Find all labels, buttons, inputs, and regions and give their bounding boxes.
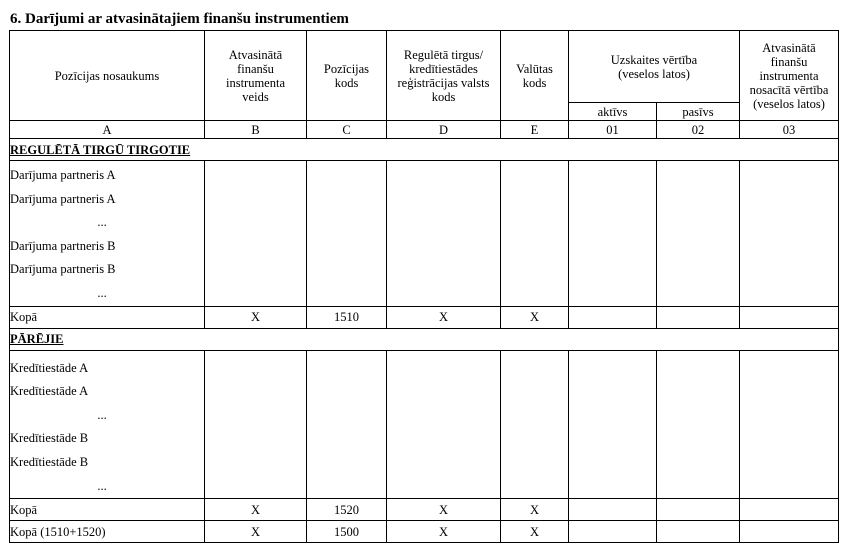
cell-empty[interactable] xyxy=(387,161,501,307)
row-label: Darījuma partneris A xyxy=(10,191,116,206)
subtotal-row xyxy=(10,306,839,328)
cell-empty[interactable] xyxy=(740,499,839,521)
section-title: PĀRĒJIE xyxy=(10,328,839,350)
total-mark: X xyxy=(205,521,307,543)
header-registration-country: Regulētā tirgus/ kredītiestādes reģistrācijas valsts kods xyxy=(387,31,501,121)
column-letter: B xyxy=(205,121,307,139)
page-title: 6. Darījumi ar atvasinātajiem finanšu instrumentiem xyxy=(10,11,349,27)
cell-empty[interactable] xyxy=(307,161,387,307)
total-mark: X xyxy=(501,521,569,543)
total-mark: X xyxy=(387,306,501,328)
total-label: Kopā xyxy=(10,306,205,328)
cell-empty[interactable] xyxy=(657,350,740,499)
subtotal-row xyxy=(10,499,839,521)
cell-empty[interactable] xyxy=(740,521,839,543)
row-label: Darījuma partneris B xyxy=(10,262,116,277)
row-label: Darījuma partneris A xyxy=(10,168,116,182)
cell-empty[interactable] xyxy=(657,306,740,328)
total-mark: X xyxy=(501,306,569,328)
row-label: Kredītiestāde A xyxy=(10,360,89,375)
section-rows xyxy=(10,161,205,307)
cell-empty[interactable] xyxy=(569,350,657,499)
row-ellipsis: ... xyxy=(97,478,107,493)
column-letter: D xyxy=(387,121,501,139)
cell-empty[interactable] xyxy=(740,350,839,499)
column-letter: C xyxy=(307,121,387,139)
section-rows xyxy=(10,350,205,499)
column-letter: A xyxy=(10,121,205,139)
cell-empty[interactable] xyxy=(569,161,657,307)
cell-empty[interactable] xyxy=(740,161,839,307)
header-position-name: Pozīcijas nosaukums xyxy=(10,31,205,121)
total-code: 1510 xyxy=(307,306,387,328)
column-letter: 03 xyxy=(740,121,839,139)
row-label: Kredītiestāde B xyxy=(10,454,89,469)
total-code: 1500 xyxy=(307,521,387,543)
total-mark: X xyxy=(387,521,501,543)
column-letter: E xyxy=(501,121,569,139)
cell-empty[interactable] xyxy=(205,350,307,499)
row-ellipsis: ... xyxy=(97,215,107,230)
cell-empty[interactable] xyxy=(657,161,740,307)
total-mark: X xyxy=(205,306,307,328)
row-label: Kredītiestāde A xyxy=(10,384,89,399)
total-label: Kopā xyxy=(10,499,205,521)
header-position-code: Pozīcijas kods xyxy=(307,31,387,121)
cell-empty[interactable] xyxy=(657,499,740,521)
header-book-value: Uzskaites vērtība (veselos latos) xyxy=(569,31,740,103)
column-letter: 01 xyxy=(569,121,657,139)
cell-empty[interactable] xyxy=(569,499,657,521)
cell-empty[interactable] xyxy=(205,161,307,307)
derivatives-table xyxy=(9,30,839,543)
total-mark: X xyxy=(387,499,501,521)
total-code: 1520 xyxy=(307,499,387,521)
cell-empty[interactable] xyxy=(657,521,740,543)
row-label: Kredītiestāde B xyxy=(10,431,89,446)
cell-empty[interactable] xyxy=(740,306,839,328)
grand-total-label: Kopā (1510+1520) xyxy=(10,521,205,543)
header-notional-value: Atvasinātā finanšu instrumenta nosacītā vērtība (veselos latos) xyxy=(740,31,839,121)
row-label: Darījuma partneris B xyxy=(10,238,116,253)
section-title: REGULĒTĀ TIRGŪ TIRGOTIE xyxy=(10,139,839,161)
cell-empty[interactable] xyxy=(569,521,657,543)
header-liabilities: pasīvs xyxy=(657,103,740,121)
cell-empty[interactable] xyxy=(569,306,657,328)
header-currency-code: Valūtas kods xyxy=(501,31,569,121)
total-mark: X xyxy=(501,499,569,521)
cell-empty[interactable] xyxy=(501,350,569,499)
grand-total-row xyxy=(10,521,839,543)
column-letter-row xyxy=(10,121,839,139)
header-assets: aktīvs xyxy=(569,103,657,121)
cell-empty[interactable] xyxy=(387,350,501,499)
cell-empty[interactable] xyxy=(501,161,569,307)
column-letter: 02 xyxy=(657,121,740,139)
total-mark: X xyxy=(205,499,307,521)
cell-empty[interactable] xyxy=(307,350,387,499)
row-ellipsis: ... xyxy=(97,407,107,422)
row-ellipsis: ... xyxy=(97,285,107,300)
header-instrument-type: Atvasinātā finanšu instrumenta veids xyxy=(205,31,307,121)
